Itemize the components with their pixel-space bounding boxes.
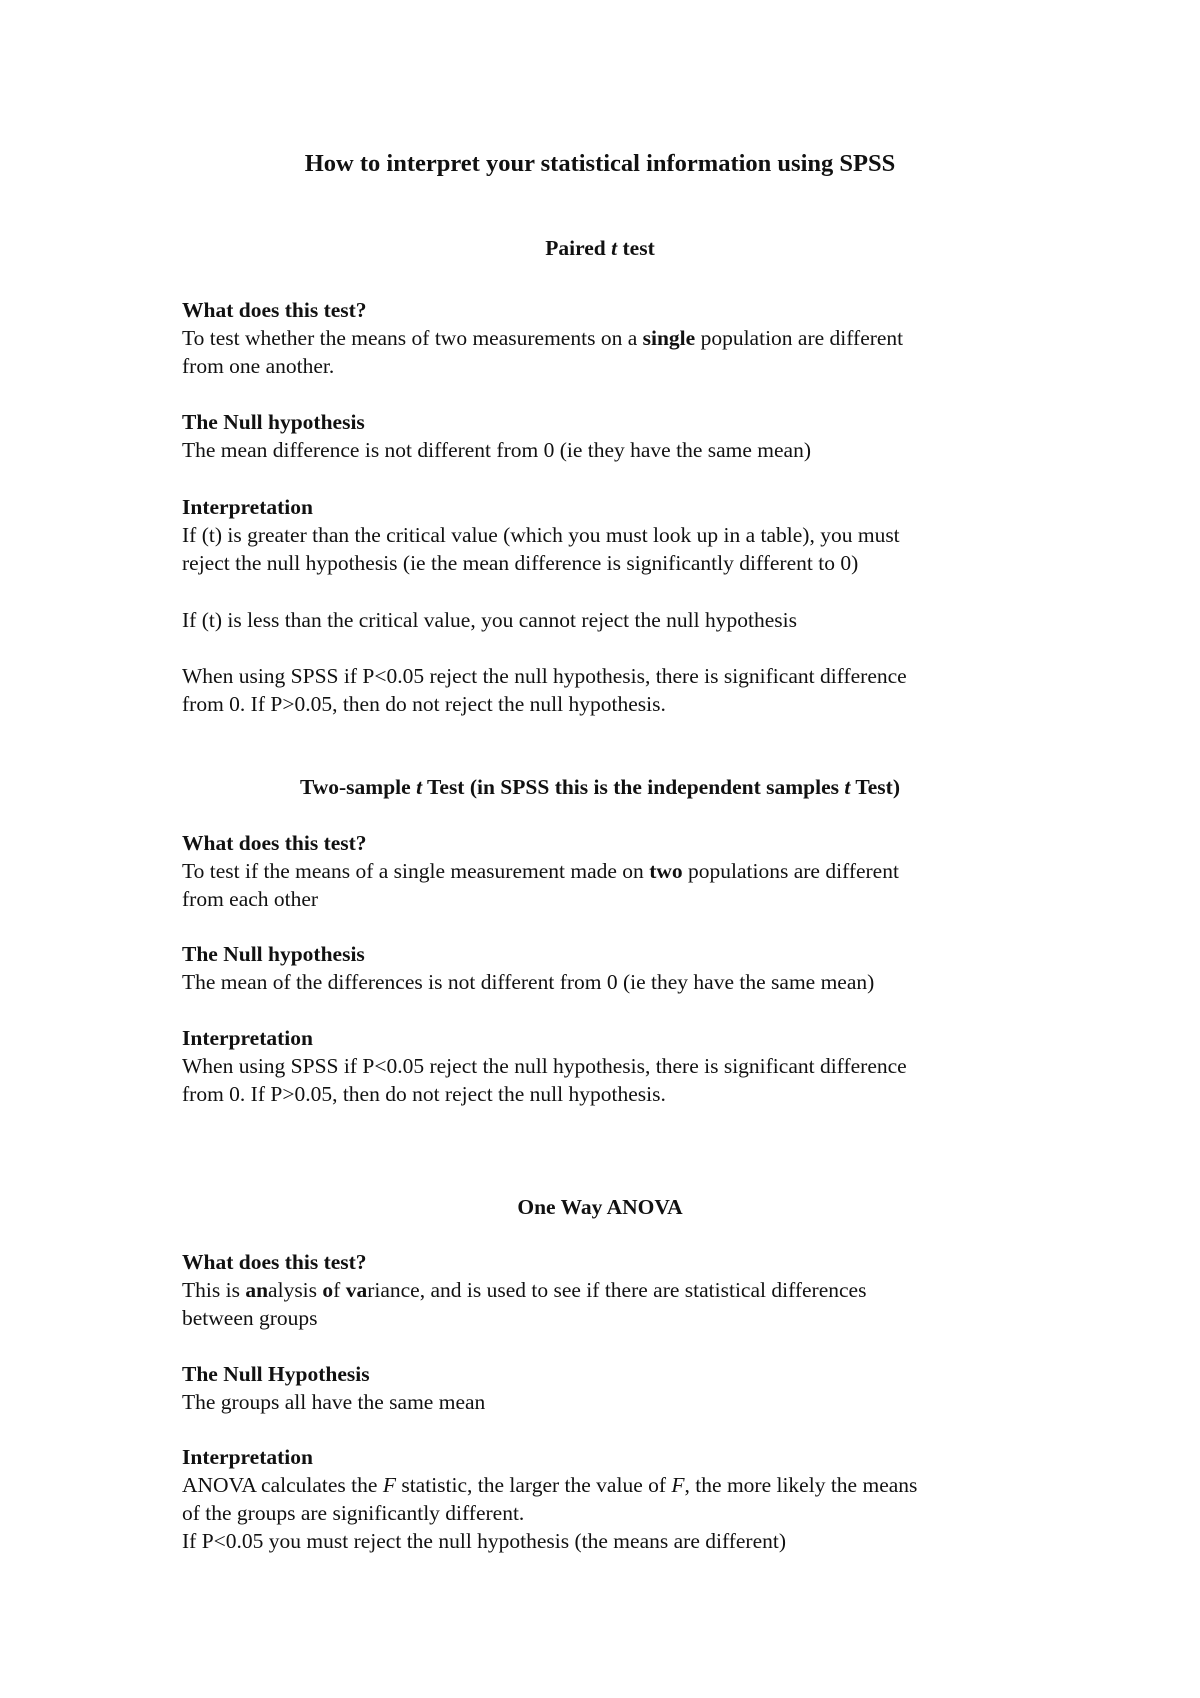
two-sample-null-block (182, 940, 1042, 996)
anova-interp-heading: Interpretation (182, 1445, 313, 1469)
two-sample-what-text: To test if the means of a single measurement made on two populations are different from each other (182, 859, 899, 911)
paired-interp-block (182, 493, 1042, 577)
paired-what-heading: What does this test? (182, 298, 367, 322)
anova-interp-line-3: If P<0.05 you must reject the null hypothesis (the means are different) (182, 1529, 787, 1553)
paired-interp-para-3: When using SPSS if P<0.05 reject the null hypothesis, there is significant difference from 0. If P>0.05, then do not reject the null hypothesis. (182, 664, 907, 716)
anova-null-heading: The Null Hypothesis (182, 1362, 370, 1386)
anova-what-text: This is analysis of variance, and is used to see if there are statistical differences between groups (182, 1278, 867, 1330)
paired-null-block (182, 408, 1042, 464)
two-sample-interp-heading: Interpretation (182, 1026, 313, 1050)
anova-what-block (182, 1248, 1042, 1332)
section-title-two-sample-t-test: Two-sample t Test (in SPSS this is the independent samples t Test) (300, 775, 900, 799)
two-sample-interp-line-2: from 0. If P>0.05, then do not reject the null hypothesis. (182, 1082, 666, 1106)
paired-interp-heading: Interpretation (182, 495, 313, 519)
paired-interp-para-2: If (t) is less than the critical value, you cannot reject the null hypothesis (182, 608, 797, 632)
anova-null-block (182, 1360, 1042, 1416)
anova-interp-line-1: ANOVA calculates the F statistic, the larger the value of F, the more likely the means (182, 1473, 918, 1497)
anova-null-text: The groups all have the same mean (182, 1390, 486, 1414)
two-sample-interp-block (182, 1024, 1042, 1108)
anova-what-heading: What does this test? (182, 1250, 367, 1274)
two-sample-null-heading: The Null hypothesis (182, 942, 365, 966)
paired-what-block (182, 296, 1042, 380)
two-sample-null-text: The mean of the differences is not different from 0 (ie they have the same mean) (182, 970, 875, 994)
paired-interp-line-2: reject the null hypothesis (ie the mean difference is significantly different to 0) (182, 551, 859, 575)
two-sample-what-heading: What does this test? (182, 831, 367, 855)
paired-what-text: To test whether the means of two measurements on a single population are different from one another. (182, 326, 904, 378)
two-sample-what-block (182, 829, 1042, 913)
document-title: How to interpret your statistical information using SPSS (304, 150, 896, 177)
anova-interp-line-2: of the groups are significantly different. (182, 1501, 525, 1525)
anova-interp-block (182, 1443, 1042, 1555)
two-sample-interp-line-1: When using SPSS if P<0.05 reject the null hypothesis, there is significant difference (182, 1054, 907, 1078)
paired-interp-line-1: If (t) is greater than the critical value (which you must look up in a table), you must (182, 523, 900, 547)
paired-null-text: The mean difference is not different from 0 (ie they have the same mean) (182, 438, 812, 462)
paired-null-heading: The Null hypothesis (182, 410, 365, 434)
section-title-paired-t-test: Paired t test (545, 236, 655, 260)
section-title-one-way-anova: One Way ANOVA (517, 1195, 683, 1219)
